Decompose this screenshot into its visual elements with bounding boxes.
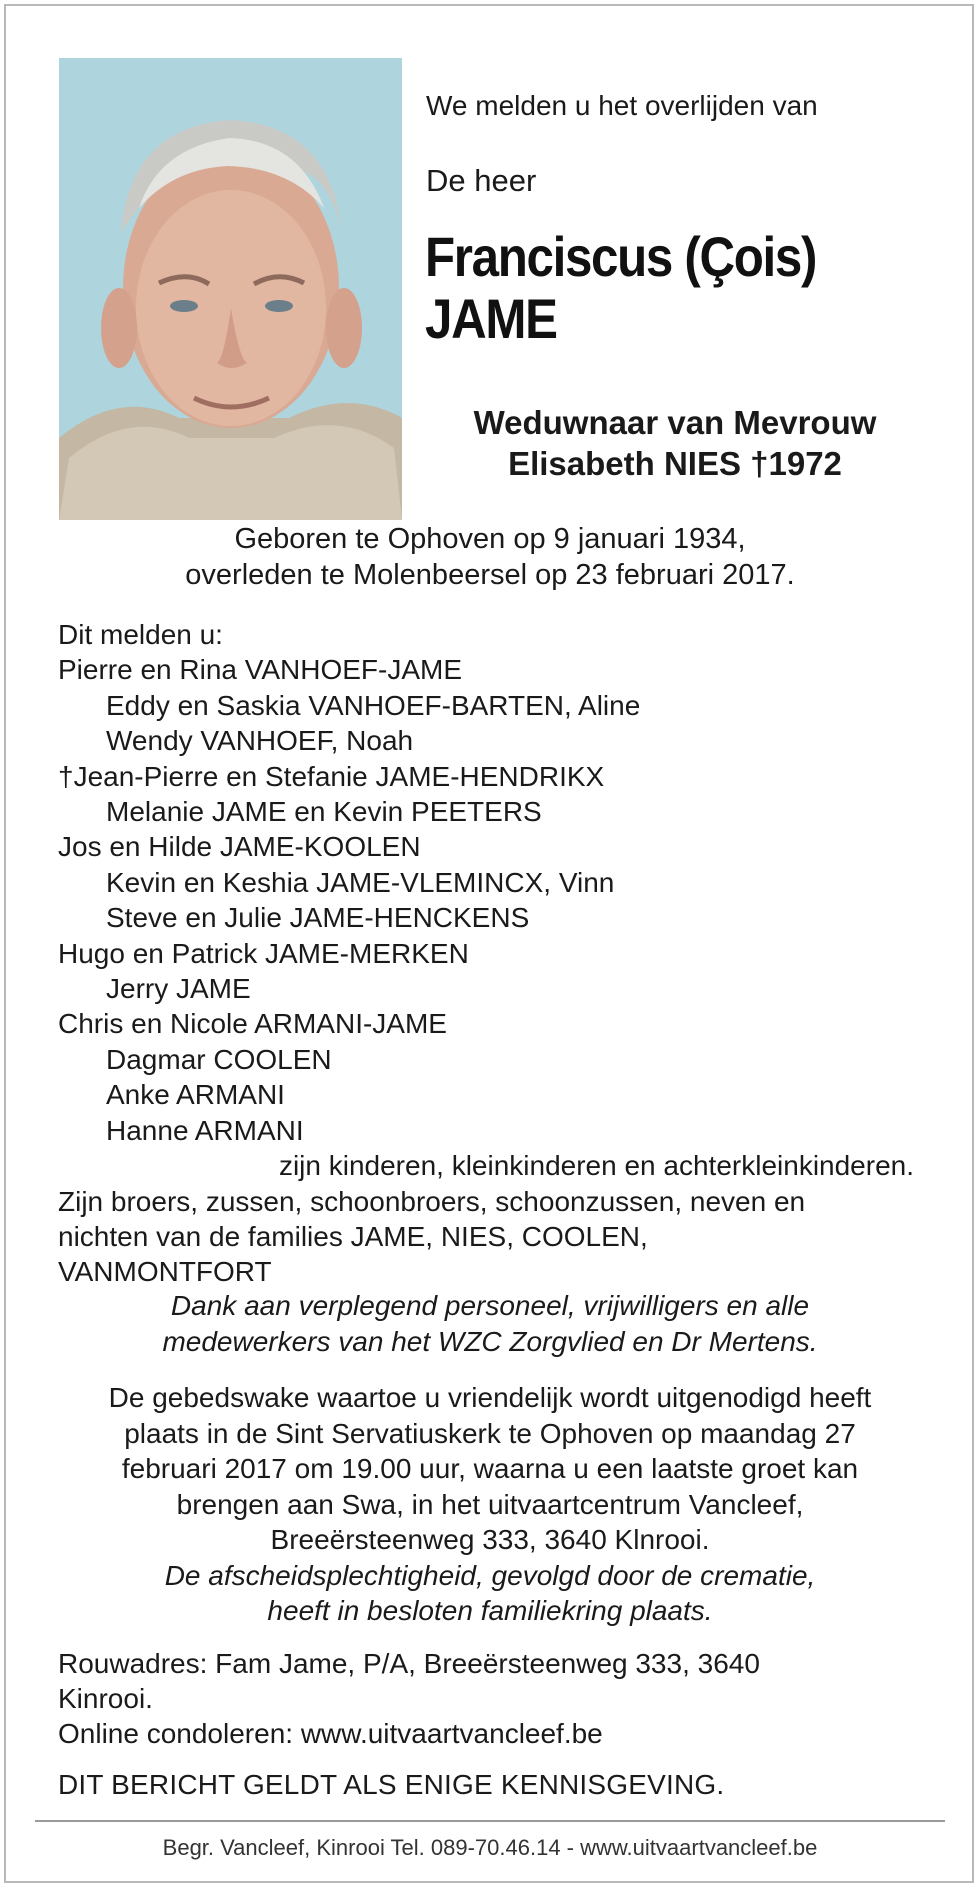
siblings-line: nichten van de families JAME, NIES, COOLEN, — [58, 1220, 648, 1252]
funeral-home-footer: Begr. Vancleef, Kinrooi Tel. 089-70.46.14 - www.uitvaartvancleef.be — [162, 1835, 818, 1860]
thanks-text — [0, 1288, 980, 1360]
siblings-line: Zijn broers, zussen, schoonbroers, schoonzussen, neven en — [58, 1185, 806, 1217]
family-intro: Dit melden u: — [58, 619, 223, 650]
family-member-line: Melanie JAME en Kevin PEETERS — [106, 796, 542, 828]
ceremony-line: Breeërsteenweg 333, 3640 Klnrooi. — [270, 1524, 710, 1555]
online-condolence-link[interactable]: Online condoleren: www.uitvaartvancleef.be — [58, 1718, 603, 1749]
thanks-line: Dank aan verplegend personeel, vrijwilligers en alle — [170, 1290, 810, 1321]
family-member-line: Dagmar COOLEN — [106, 1043, 332, 1075]
ceremony-line: De gebedswake waartoe u vriendelijk wordt uitgenodigd heeft — [108, 1382, 872, 1413]
deceased-name-line1: Franciscus (Çois) — [425, 225, 817, 288]
deceased-name — [425, 226, 816, 350]
family-member-line: Hanne ARMANI — [106, 1114, 304, 1146]
birth-death-info — [0, 521, 980, 593]
intro-text: We melden u het overlijden van — [426, 90, 818, 121]
widower-line2: Elisabeth NIES †1972 — [508, 445, 842, 482]
widower-line1: Weduwnaar van Mevrouw — [473, 404, 877, 441]
family-member-line: Eddy en Saskia VANHOEF-BARTEN, Aline — [106, 689, 641, 721]
mourning-address: Kinrooi. — [58, 1683, 153, 1714]
family-member-line: Hugo en Patrick JAME-MERKEN — [58, 937, 469, 969]
mourning-address: Rouwadres: Fam Jame, P/A, Breeërsteenweg 333, 3640 — [58, 1648, 760, 1679]
family-list — [58, 617, 938, 1290]
ceremony-line: plaats in de Sint Servatiuskerk te Ophoven op maandag 27 — [124, 1417, 856, 1449]
deceased-name-line2: JAME — [425, 287, 557, 350]
salutation: De heer — [426, 163, 537, 198]
family-member-line: Jos en Hilde JAME-KOOLEN — [58, 831, 421, 863]
family-member-line: Steve en Julie JAME-HENCKENS — [106, 902, 530, 934]
birth-line: Geboren te Ophoven op 9 januari 1934, — [234, 523, 746, 555]
widower-of — [420, 402, 930, 484]
ceremony-line: brengen aan Swa, in het uitvaartcentrum Vancleef, — [176, 1488, 804, 1520]
family-member-line: Kevin en Keshia JAME-VLEMINCX, Vinn — [106, 866, 615, 898]
family-member-line: Pierre en Rina VANHOEF-JAME — [58, 654, 463, 686]
children-line: zijn kinderen, kleinkinderen en achterkleinkinderen. — [278, 1150, 914, 1182]
portrait-photo-icon — [59, 58, 402, 520]
sole-notice: DIT BERICHT GELDT ALS ENIGE KENNISGEVING. — [58, 1769, 725, 1800]
ceremony-info — [60, 1380, 920, 1629]
family-member-line: Anke ARMANI — [106, 1079, 285, 1111]
family-member-line: Jerry JAME — [106, 973, 251, 1005]
death-line: overleden te Molenbeersel op 23 februari 2017. — [185, 559, 795, 591]
cremation-line: De afscheidsplechtigheid, gevolgd door de crematie, — [164, 1559, 816, 1591]
divider — [35, 1820, 945, 1822]
cremation-line: heeft in besloten familiekring plaats. — [267, 1595, 713, 1626]
thanks-line: medewerkers van het WZC Zorgvlied en Dr Mertens. — [162, 1326, 818, 1357]
siblings-line: VANMONTFORT — [58, 1256, 272, 1288]
family-lines — [58, 652, 938, 1148]
family-member-line: Chris en Nicole ARMANI-JAME — [58, 1008, 447, 1040]
portrait-photo — [59, 58, 402, 520]
ceremony-line: februari 2017 om 19.00 uur, waarna u een laatste groet kan — [121, 1453, 859, 1484]
family-member-line: †Jean-Pierre en Stefanie JAME-HENDRIKX — [58, 760, 605, 792]
family-member-line: Wendy VANHOEF, Noah — [106, 725, 414, 757]
contact-info — [58, 1646, 878, 1751]
